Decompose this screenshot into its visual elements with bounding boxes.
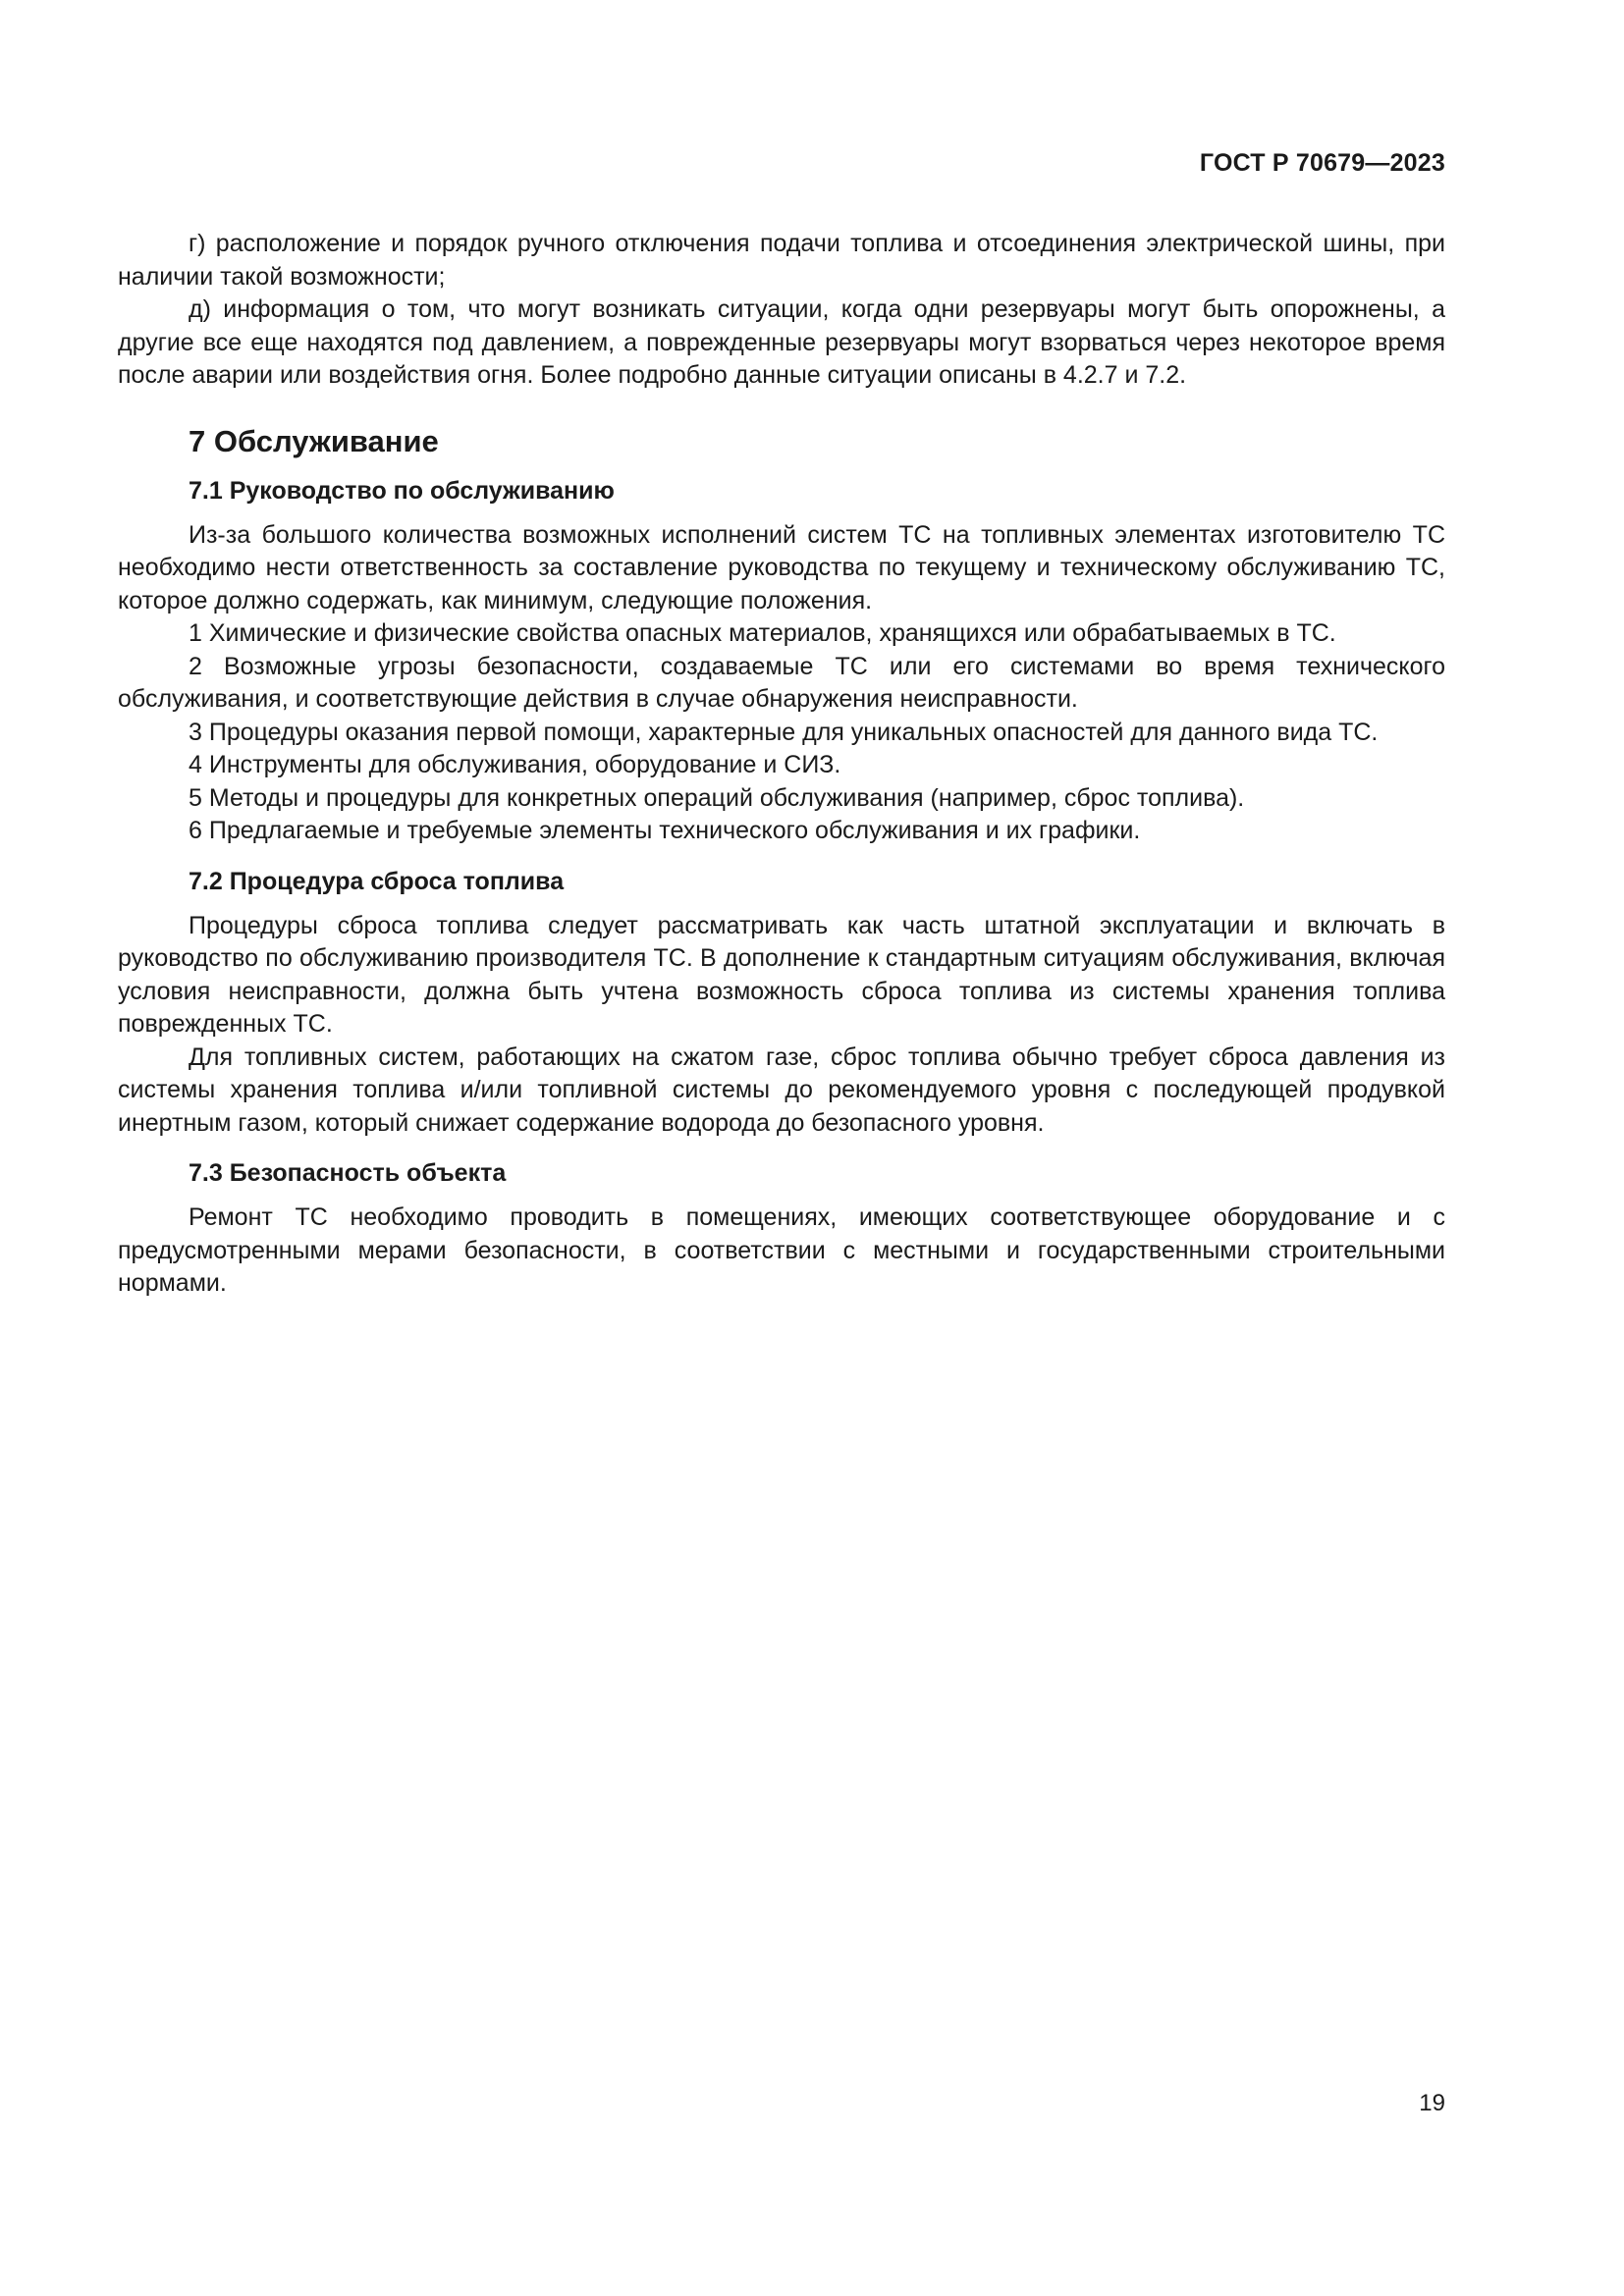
page-content <box>118 228 1445 1301</box>
list-item: 3 Процедуры оказания первой помощи, характерные для уникальных опасностей для данного вида ТС. <box>189 718 1379 746</box>
document-code: ГОСТ Р 70679—2023 <box>1199 149 1445 177</box>
list-item: 5 Методы и процедуры для конкретных операций обслуживания (например, сброс топлива). <box>189 783 1245 812</box>
list-item-d: д) информация о том, что могут возникать ситуации, когда одни резервуары могут быть опорожнены, а другие все еще находятся под давлением, а поврежденные резервуары могут взорваться через некоторое время после аварии или воздействия огня. Более подробно данные ситуации описаны в 4.2.7 и 7.2. <box>118 295 1445 389</box>
paragraph-7-2-1: Процедуры сброса топлива следует рассматривать как часть штатной эксплуатации и включать в руководство по обслуживанию производителя ТС. В дополнение к стандартным ситуациям обслуживания, включая условия неисправности, должна быть учтена возможность сброса топлива из системы хранения топлива поврежденных ТС. <box>118 911 1445 1038</box>
paragraph-7-2-2: Для топливных систем, работающих на сжатом газе, сброс топлива обычно требует сброса давления из системы хранения топлива и/или топливной системы до рекомендуемого уровня с последующей продувкой инертным газом, который снижает содержание водорода до безопасного уровня. <box>118 1042 1445 1137</box>
subsection-heading-7-3: 7.3 Безопасность объекта <box>189 1159 507 1187</box>
section-heading-7: 7 Обслуживание <box>189 423 439 458</box>
list-item: 6 Предлагаемые и требуемые элементы технического обслуживания и их графики. <box>189 817 1141 844</box>
list-item-g: г) расположение и порядок ручного отключения подачи топлива и отсоединения электрической шины, при наличии такой возможности; <box>118 230 1445 291</box>
paragraph-7-3-1: Ремонт ТС необходимо проводить в помещениях, имеющих соответствующее оборудование и с предусмотренными мерами безопасности, в соответствии с местными и государственными строительными нормами. <box>118 1203 1445 1297</box>
subsection-heading-7-2: 7.2 Процедура сброса топлива <box>189 867 565 895</box>
subsection-heading-7-1: 7.1 Руководство по обслуживанию <box>189 476 615 505</box>
list-item: 1 Химические и физические свойства опасных материалов, хранящихся или обрабатываемых в ТС. <box>189 619 1336 647</box>
list-item: 4 Инструменты для обслуживания, оборудование и СИЗ. <box>189 751 841 778</box>
page-number: 19 <box>1419 2090 1445 2116</box>
paragraph-7-1-intro: Из-за большого количества возможных исполнений систем ТС на топливных элементах изготовителю ТС необходимо нести ответственность за составление руководства по текущему и техническому обслуживанию ТС, которое должно содержать, как минимум, следующие положения. <box>118 520 1445 614</box>
list-item: 2 Возможные угрозы безопасности, создаваемые ТС или его системами во время технического обслуживания, и соответствующие действия в случае обнаружения неисправности. <box>118 652 1445 713</box>
